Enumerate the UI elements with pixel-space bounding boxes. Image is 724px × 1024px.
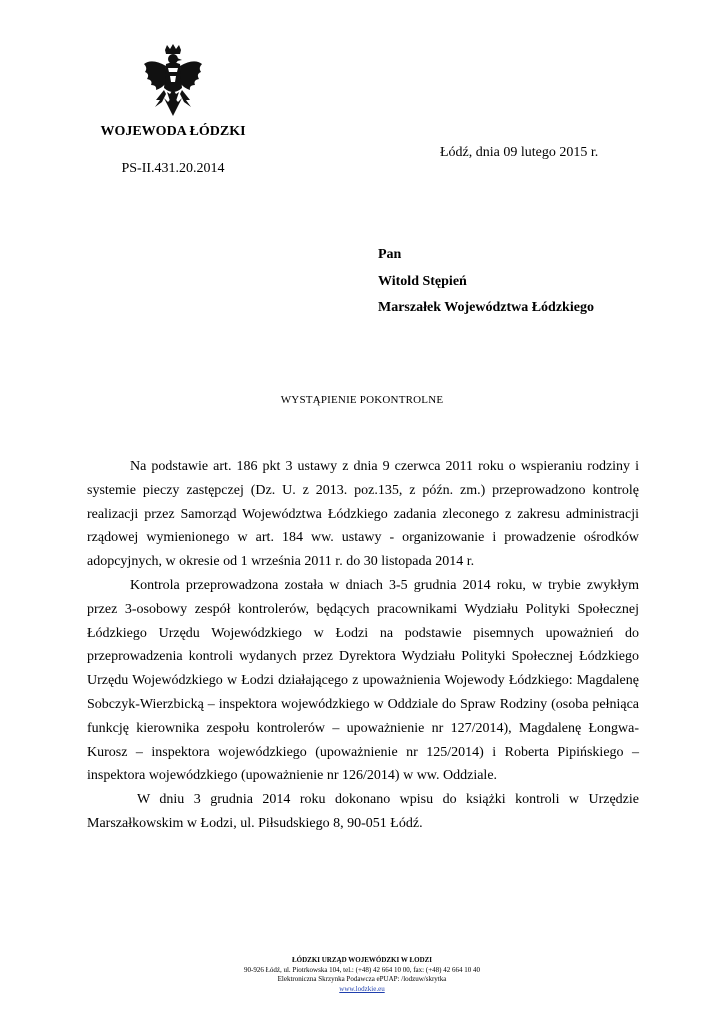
document-title: WYSTĄPIENIE POKONTROLNE bbox=[280, 394, 444, 406]
footer-office-name: ŁÓDZKI URZĄD WOJEWÓDZKI W ŁODZI bbox=[291, 956, 433, 964]
addressee-position: Marszałek Województwa Łódzkiego bbox=[378, 300, 594, 315]
polish-eagle-emblem-icon bbox=[140, 44, 206, 128]
document-body bbox=[87, 455, 639, 836]
footer-website-link[interactable]: www.lodzkie.eu bbox=[339, 984, 385, 993]
body-paragraph: W dniu 3 grudnia 2014 roku dokonano wpisu do książki kontroli w Urzędzie Marszałkowskim w Łodzi, ul. Piłsudskiego 8, 90-051 Łódź. bbox=[87, 792, 639, 831]
page-footer bbox=[0, 956, 724, 994]
issuing-authority: WOJEWODA ŁÓDZKI bbox=[100, 124, 246, 139]
footer-epuap: Elektroniczna Skrzynka Podawcza ePUAP: /lodzuw/skrytka bbox=[277, 975, 447, 983]
addressee-block bbox=[378, 242, 594, 322]
body-paragraph: Kontrola przeprowadzona została w dniach 3-5 grudnia 2014 roku, w trybie zwykłym przez 3-osobowy zespół kontrolerów, będących pracownikami Wydziału Polityki Społecznej Łódzkiego Urzędu Wojewódzkiego w Łodzi na podstawie pisemnych upoważnień do przeprowadzenia kontroli wydanych przez Dyrektora Wydziału Polityki Społecznej Łódzkiego Urzędu Wojewódzkiego w Łodzi działającego z upoważnienia Wojewody Łódzkiego: Magdalenę Sobczyk-Wierzbicką – inspektora wojewódzkiego w Oddziale do Spraw Rodziny (osoba pełniąca funkcję kierownika zespołu kontrolerów – upoważnienie nr 127/2014), Magdalenę Łongwa-Kurosz – inspektora wojewódzkiego (upoważnienie nr 125/2014) i Roberta Pipińskiego – inspektora wojewódzkiego (upoważnienie nr 126/2014) w ww. Oddziale. bbox=[87, 577, 639, 784]
body-paragraph: Na podstawie art. 186 pkt 3 ustawy z dnia 9 czerwca 2011 roku o wspieraniu rodziny i systemie pieczy zastępczej (Dz. U. z 2013. poz.135, z późn. zm.) przeprowadzono kontrolę realizacji przez Samorząd Województwa Łódzkiego zadania zleconego z zakresu administracji rządowej wymienionego w art. 184 ww. ustawy - organizowanie i prowadzenie ośrodków adopcyjnych, w okresie od 1 września 2011 r. do 30 listopada 2014 r. bbox=[87, 459, 639, 570]
footer-address: 90-926 Łódź, ul. Piotrkowska 104, tel.: (+48) 42 664 10 00, fax: (+48) 42 664 10 40 bbox=[244, 965, 480, 974]
addressee-salutation: Pan bbox=[378, 247, 402, 262]
addressee-name: Witold Stępień bbox=[378, 273, 467, 289]
document-date: Łódź, dnia 09 lutego 2015 r. bbox=[440, 145, 599, 160]
reference-number: PS-II.431.20.2014 bbox=[121, 161, 225, 176]
